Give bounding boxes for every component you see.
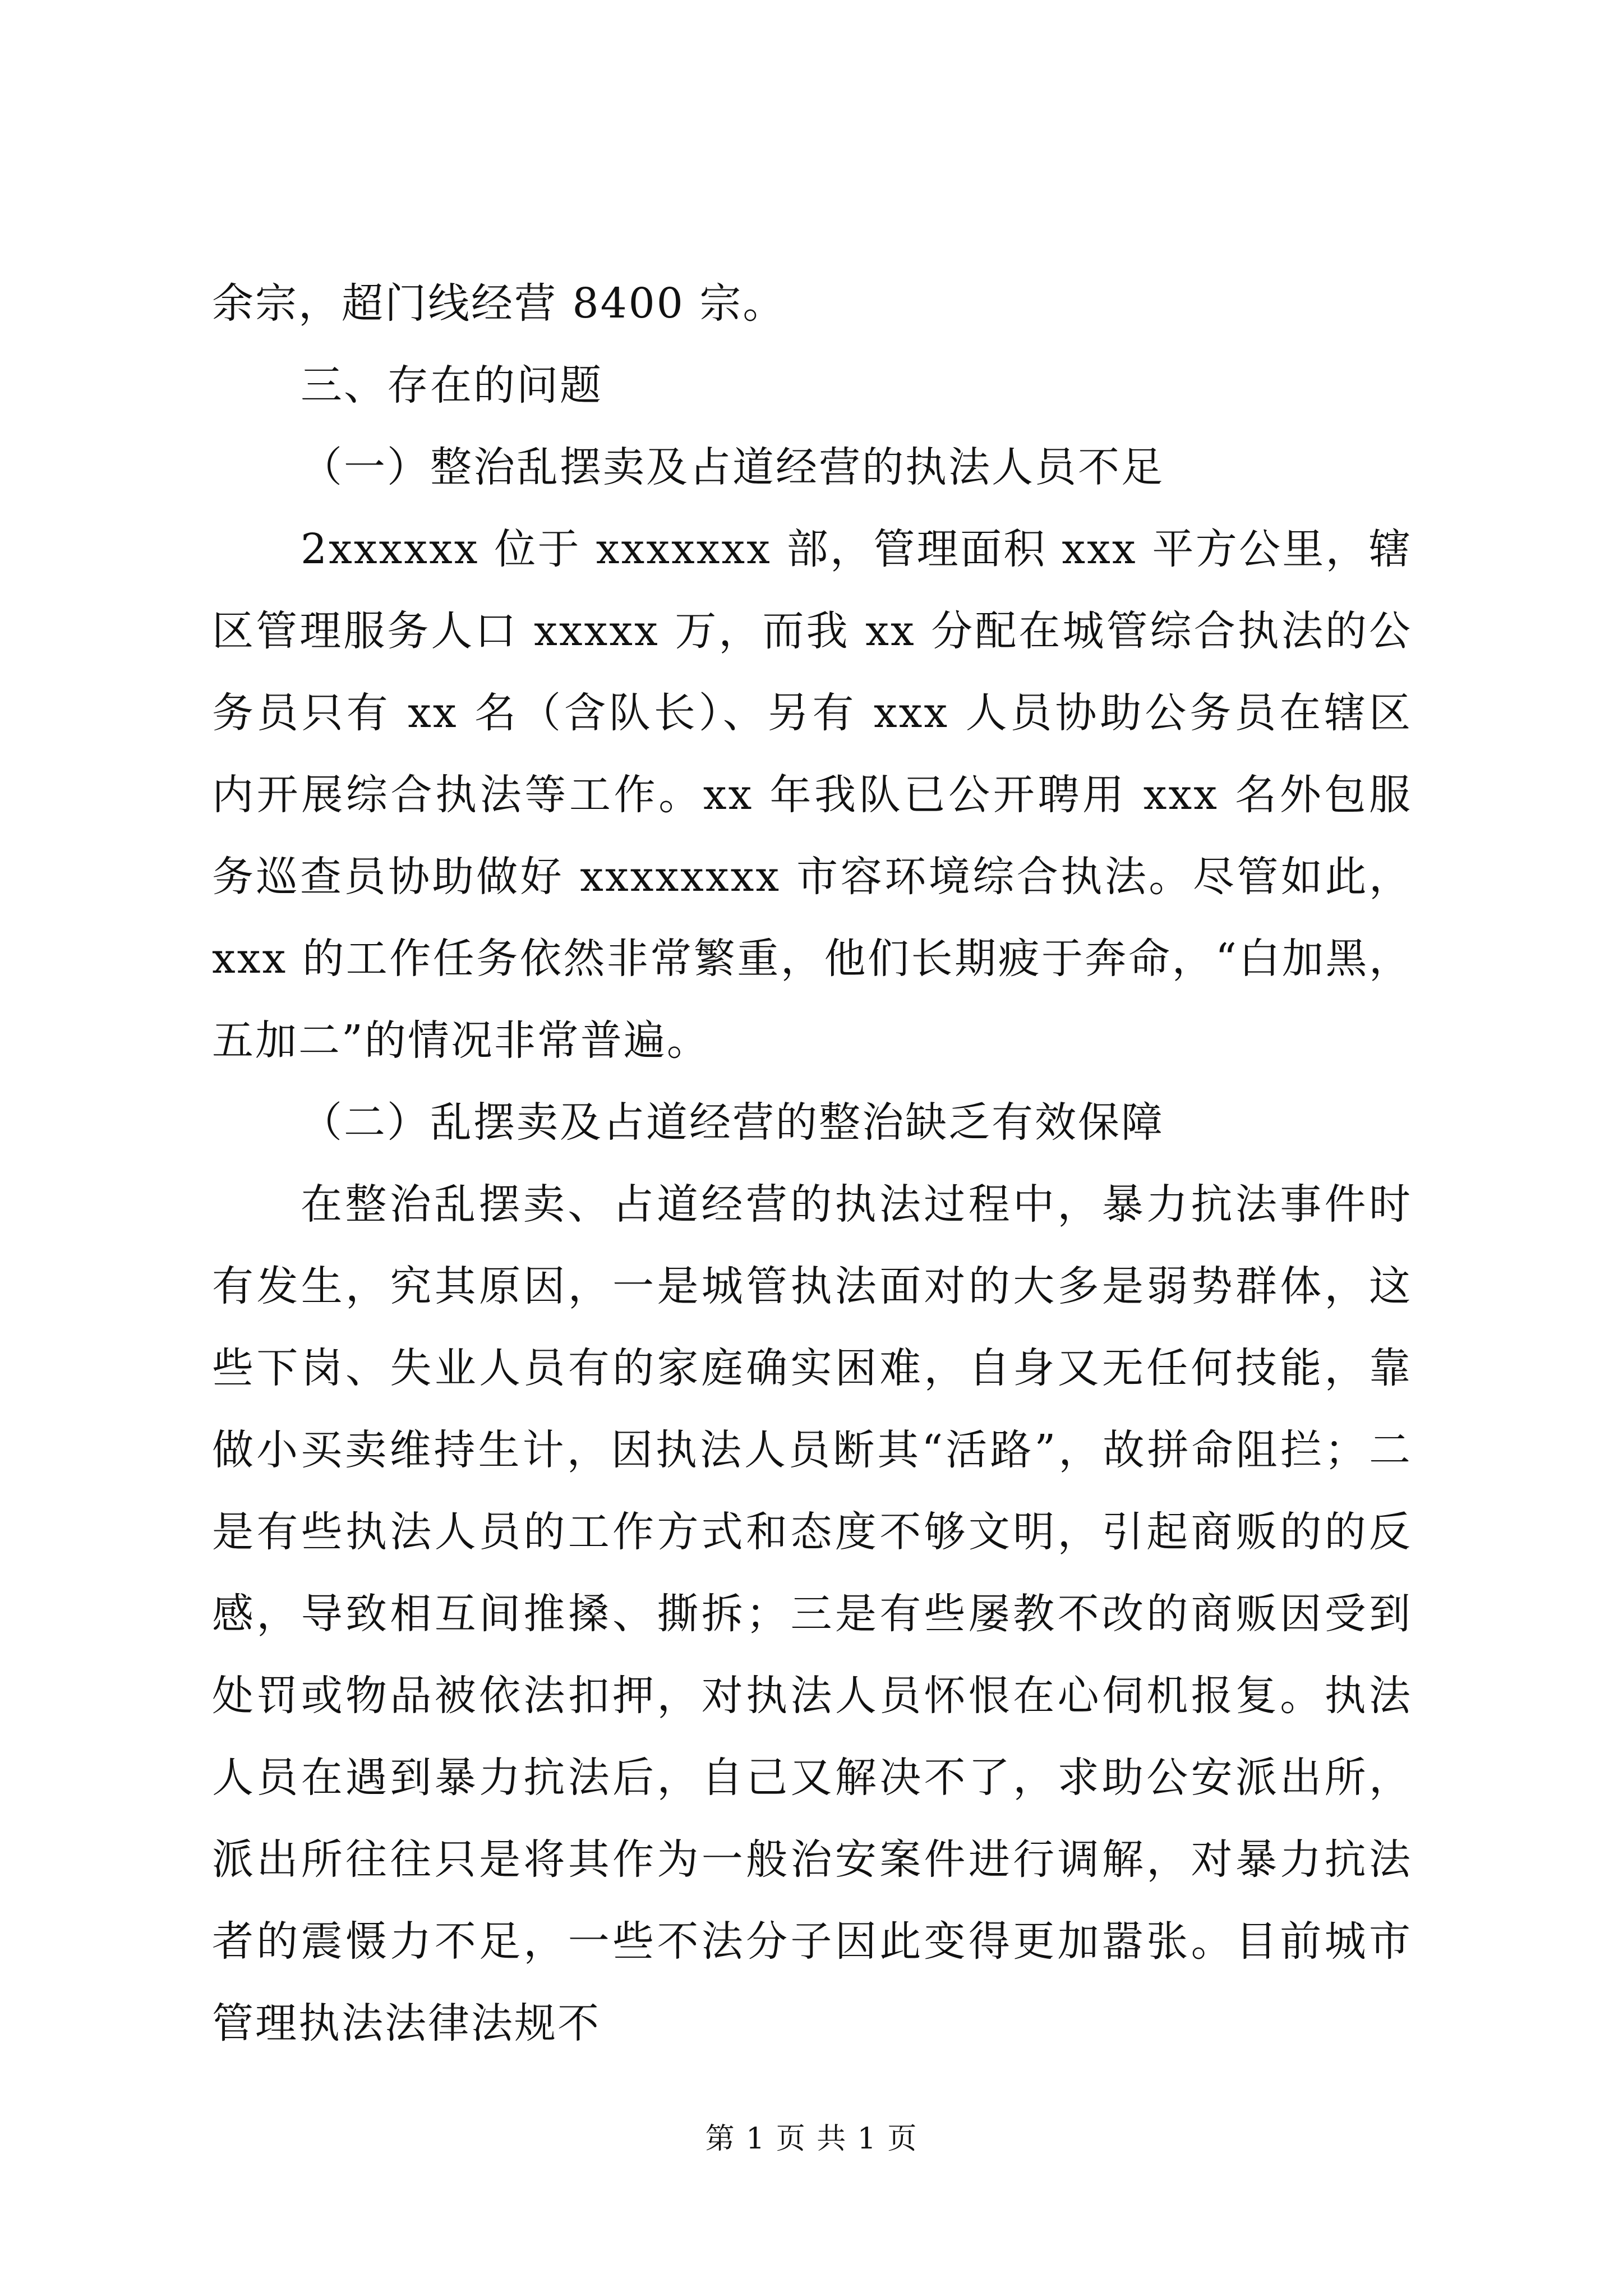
subsection-heading-1: （一）整治乱摆卖及占道经营的执法人员不足	[301, 443, 1164, 491]
paragraph-staffing: 2xxxxxx 位于 xxxxxxx 部，管理面积 xxx 平方公里，辖区管理服务人口 xxxxx 万，而我 xx 分配在城管综合执法的公务员只有 xx 名（含队长）、另有 xxx 人员协助公务员在辖区内开展综合执法等工作。xx 年我队已公开聘用 xxx 名外包服务巡查员协助做好 xxxxxxxx 市容环境综合执法。尽管如此，xxx 的工作任务依然非常繁重，他们长期疲于奔命，“白加黑，五加二”的情况非常普遍。	[212, 525, 1412, 1065]
page-footer: 第 1 页 共 1 页	[705, 2122, 918, 2156]
section-heading: 三、存在的问题	[301, 361, 603, 409]
subsection-heading-2: （二）乱摆卖及占道经营的整治缺乏有效保障	[301, 1098, 1164, 1147]
paragraph-enforcement: 在整治乱摆卖、占道经营的执法过程中，暴力抗法事件时有发生，究其原因，一是城管执法面对的大多是弱势群体，这些下岗、失业人员有的家庭确实困难，自身又无任何技能，靠做小买卖维持生计，因执法人员断其“活路”，故拼命阻拦；二是有些执法人员的工作方式和态度不够文明，引起商贩的的反感，导致相互间推搡、撕拆；三是有些屡教不改的商贩因受到处罚或物品被依法扣押，对执法人员怀恨在心伺机报复。执法人员在遇到暴力抗法后，自己又解决不了，求助公安派出所，派出所往往只是将其作为一般治安案件进行调解，对暴力抗法者的震慑力不足，一些不法分子因此变得更加嚣张。目前城市管理执法法律法规不	[212, 1180, 1412, 2047]
paragraph-continuation: 余宗，超门线经营 8400 宗。	[212, 279, 786, 328]
document-body	[212, 263, 1412, 2064]
